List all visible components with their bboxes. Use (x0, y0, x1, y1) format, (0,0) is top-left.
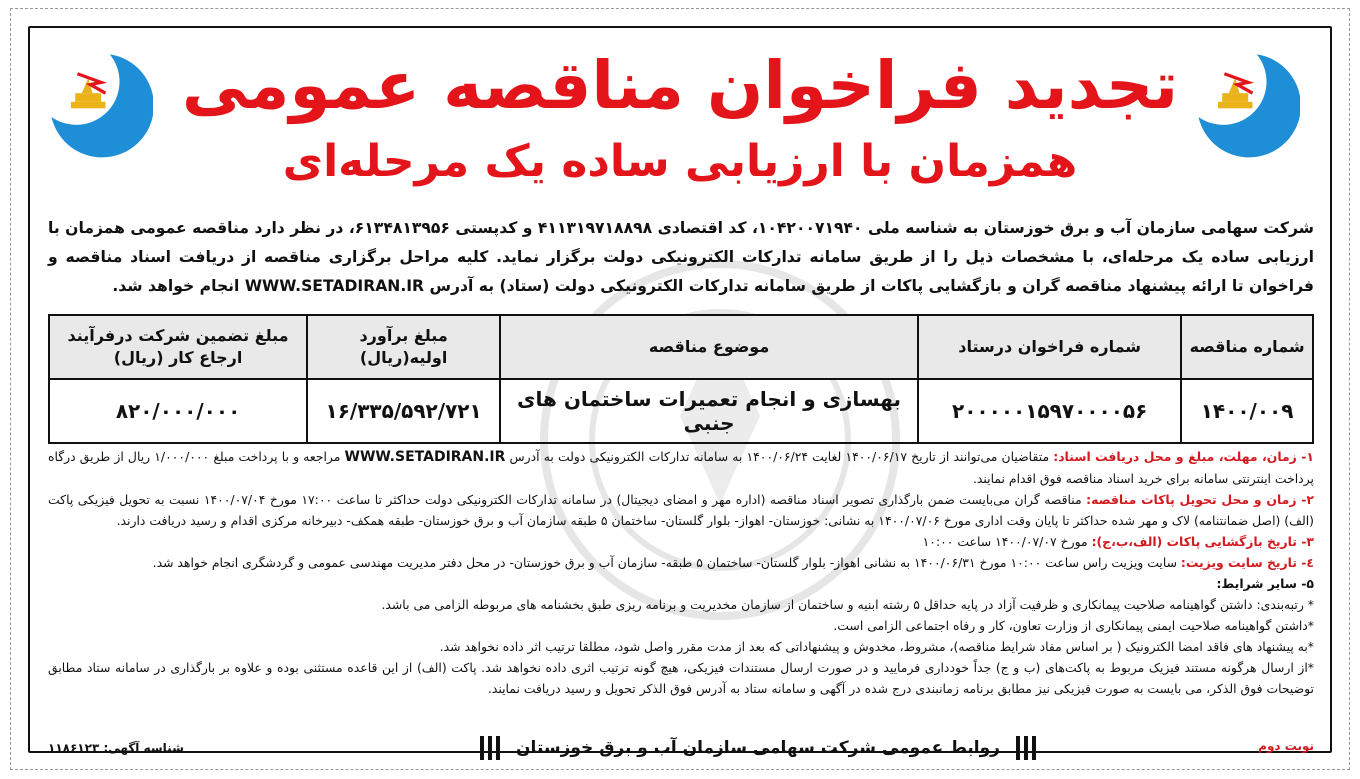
item-4-text: سایت ویزیت راس ساعت ۱۰:۰۰ مورخ ۱۴۰۰/۰۶/۳۱ به نشانی اهواز- بلوار گلستان- ساختمان ۵ طبقه- سازمان آب و برق خوزستان- در محل دفتر مدیریت مهندسی عمومی و گردشگری انجام خواهد شد. (152, 555, 1181, 570)
notice-title: تجدید فراخوان مناقصه عمومی (181, 47, 1179, 124)
condition-4: *از ارسال هرگونه مستند فیزیک مربوط به پاکت‌های (ب و ج) جداً خودداری فرمایید و در صورت ارسال مستندات فیزیکی، هیچ گونه ترتیب اثری داده نخواهد شد. پاکت (الف) از این قاعده مستثنی بوده و علاوه بر بارگذاری در سامانه ستاد مطابق توضیحات فوق الذکر، می بایست به صورت فیزیکی نیز مطابق برنامه زمانبندی درج شده در آگهی و سامانه ستاد به آدرس فوق الذکر تحویل و رسید دریافت نمایند. (48, 660, 1314, 696)
header-setad-call-number: شماره فراخوان درستاد (918, 315, 1181, 379)
item-1-text-b: مراجعه و با پرداخت مبلغ ۱/۰۰۰/۰۰۰ ریال از طریق درگاه پرداخت اینترنتی سامانه برای خرید اسناد مناقصه فوق اقدام نمایند. (48, 449, 1314, 486)
bars-icon (480, 736, 500, 760)
item-2 (48, 489, 1314, 531)
item-1-text-a: متقاضیان می‌توانند از تاریخ ۱۴۰۰/۰۶/۱۷ لغایت ۱۴۰۰/۰۶/۲۴ به سامانه تدارکات الکترونیکی دولت به آدرس (505, 449, 1054, 464)
notice-subtitle: همزمان با ارزیابی ساده یک مرحله‌ای (282, 136, 1078, 187)
condition-3: *به پیشنهاد های فاقد امضا الکترونیک ( بر اساس مفاد شرایط مناقصه)، مشروط، مخدوش و پیشنهاداتی که بعد از مدت مقرر واصل شود، مطلقا ترتیب اثر داده نخواهد شد. (439, 639, 1314, 654)
item-3 (48, 531, 1314, 552)
cell-guarantee-amount: ۸۲۰/۰۰۰/۰۰۰ (49, 379, 307, 443)
item-2-label: ۲- زمان و محل تحویل پاکات مناقصه: (1086, 492, 1314, 507)
conditions-section (48, 446, 1314, 699)
header-tender-subject: موضوع مناقصه (500, 315, 918, 379)
item-3-text: مورخ ۱۴۰۰/۰۷/۰۷ ساعت ۱۰:۰۰ (922, 534, 1092, 549)
setad-website-link[interactable]: WWW.SETADIRAN.IR (344, 449, 506, 465)
item-4-label: ٤- تاریخ سایت ویزیت: (1180, 555, 1314, 570)
cell-setad-call-number: ۲۰۰۰۰۰۱۵۹۷۰۰۰۰۵۶ (918, 379, 1181, 443)
intro-paragraph: شرکت سهامی سازمان آب و برق خوزستان به شناسه ملی ۱۰۴۲۰۰۷۱۹۴۰، کد اقتصادی ۴۱۱۳۱۹۷۱۸۸۹۸ و کدپستی ۶۱۳۴۸۱۳۹۵۶، در نظر دارد مناقصه عمومی همزمان با ارزیابی ساده یک مرحله‌ای، با مشخصات ذیل را از طریق سامانه تدارکات الکترونیکی دولت برگزار نماید. کلیه مراحل برگزاری مناقصه از دریافت اسناد مناقصه و فراخوان تا ارائه پیشنهاد مناقصه گران و بازگشایی پاکات از طریق سامانه تدارکات الکترونیکی دولت (ستاد) به آدرس WWW.SETADIRAN.IR انجام خواهد شد. (48, 219, 1314, 295)
khuzestan-water-power-logo-icon (45, 50, 153, 158)
khuzestan-water-power-logo-icon (1192, 50, 1300, 158)
item-1 (48, 446, 1314, 489)
condition-2: *داشتن گواهینامه صلاحیت ایمنی پیمانکاری از وزارت تعاون، کار و رفاه اجتماعی الزامی است. (833, 618, 1314, 633)
tender-table (48, 314, 1314, 444)
header-guarantee-amount: مبلغ تضمین شرکت درفرآیند ارجاع کار (ریال) (49, 315, 307, 379)
table-row (49, 379, 1313, 443)
item-1-label: ۱- زمان، مهلت، مبلغ و محل دریافت اسناد: (1053, 449, 1314, 464)
item-3-label: ۳- تاریخ بازگشایی پاکات (الف،ب،ج): (1091, 534, 1314, 549)
ad-id: شناسه آگهی: ۱۱۸۶۱۲۳ (48, 741, 184, 755)
cell-tender-number: ۱۴۰۰/۰۰۹ (1181, 379, 1313, 443)
publisher-block (488, 735, 1028, 761)
item-4 (48, 552, 1314, 573)
header-initial-estimate: مبلغ برآورد اولیه(ریال) (307, 315, 500, 379)
table-header-row (49, 315, 1313, 379)
footer (48, 735, 1314, 761)
cell-initial-estimate: ۱۶/۳۳۵/۵۹۲/۷۲۱ (307, 379, 500, 443)
bars-icon (1016, 736, 1036, 760)
item-2-text: مناقصه گران می‌بایست ضمن بارگذاری تصویر اسناد مناقصه (اداره مهر و امضای دیجیتال) در سامانه تدارکات الکترونیکی دولت حداکثر تا ساعت ۱۷:۰۰ مورخ ۱۴۰۰/۰۷/۰۴ نسبت به تحویل فیزیکی پاکت (الف) (اصل ضمانتنامه) لاک و مهر شده حداکثر تا پایان وقت اداری مورخ ۱۴۰۰/۰۷/۰۶ به نشانی: خوزستان- اهواز- بلوار گلستان- ساختمان ۵ طبقه سازمان آب و برق خوزستان- طبقه همکف- دبیرخانه مرکزی اقدام و رسید دریافت دارند. (48, 492, 1314, 528)
item-5-label: ۵- سایر شرایط: (1216, 576, 1314, 591)
second-round-label: نوبت دوم (1258, 739, 1314, 753)
cell-tender-subject: بهسازی و انجام تعمیرات ساختمان های جنبی (500, 379, 918, 443)
publisher-name: روابط عمومی شرکت سهامی سازمان آب و برق خوزستان (516, 738, 1000, 758)
item-5 (48, 573, 1314, 594)
header-tender-number: شماره مناقصه (1181, 315, 1313, 379)
condition-1: * رتبه‌بندی: داشتن گواهینامه صلاحیت پیمانکاری و ظرفیت آزاد در پایه حداقل ۵ رشته ابنیه و ساختمان از سازمان مخدیریت و برنامه ریزی طبق بخشنامه های مربوطه الزامی می باشد. (381, 597, 1314, 612)
